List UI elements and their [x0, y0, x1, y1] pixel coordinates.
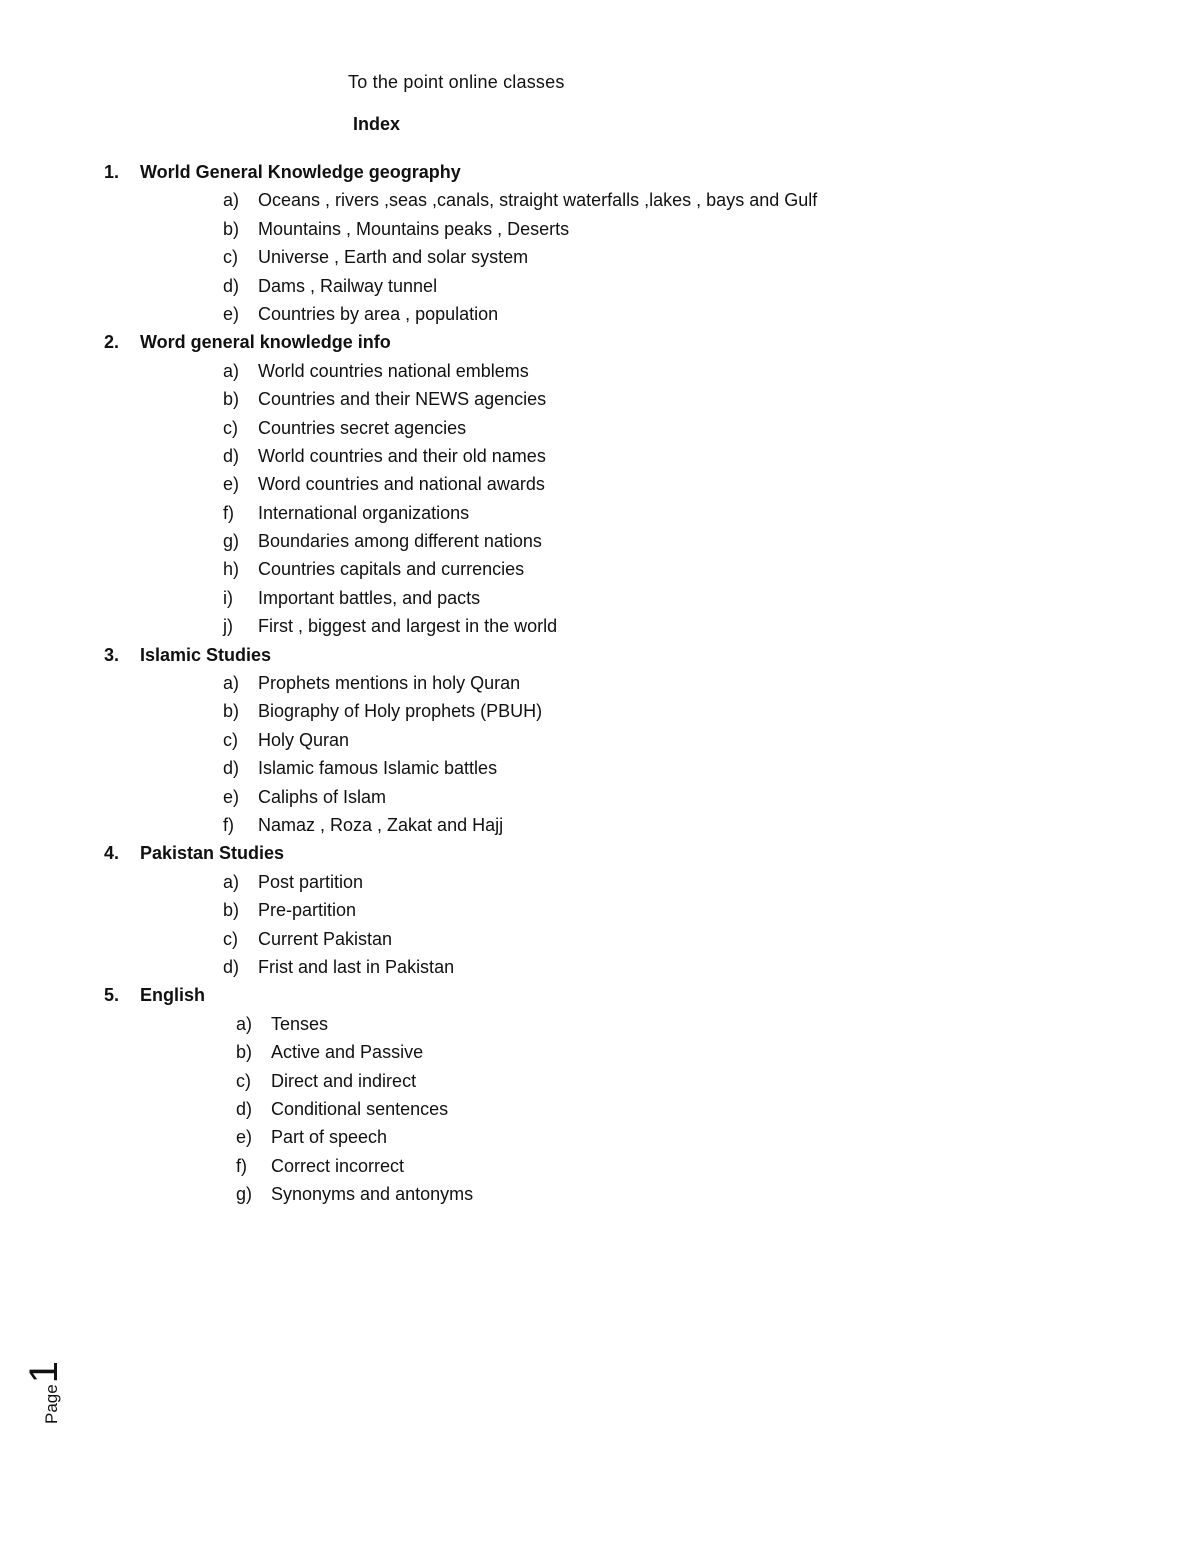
- section-number: 5.: [104, 985, 120, 1006]
- section-number: 2.: [104, 332, 120, 353]
- page-label: Page: [42, 1384, 61, 1424]
- list-item: [0, 754, 1200, 782]
- item-letter: d): [236, 1098, 253, 1119]
- item-letter: b): [223, 701, 240, 722]
- item-letter: e): [223, 303, 240, 324]
- index-heading: Index: [353, 114, 401, 134]
- list-item: [0, 896, 1200, 924]
- item-text: Synonyms and antonyms: [271, 1184, 474, 1205]
- list-item: [0, 669, 1200, 697]
- item-text: Mountains , Mountains peaks , Deserts: [258, 218, 570, 239]
- item-letter: c): [223, 928, 238, 949]
- section-heading: [0, 158, 1200, 186]
- item-text: Caliphs of Islam: [258, 786, 387, 807]
- list-item: [0, 925, 1200, 953]
- item-text: Direct and indirect: [271, 1070, 417, 1091]
- item-text: Holy Quran: [258, 729, 350, 750]
- item-letter: b): [223, 389, 240, 410]
- item-letter: f): [223, 814, 234, 835]
- item-text: World countries and their old names: [258, 445, 546, 466]
- item-letter: g): [223, 531, 240, 552]
- item-text: Correct incorrect: [271, 1155, 405, 1176]
- list-item: [0, 243, 1200, 271]
- list-item: [0, 414, 1200, 442]
- list-item: [0, 300, 1200, 328]
- list-item: [0, 612, 1200, 640]
- list-item: [0, 357, 1200, 385]
- item-text: Post partition: [258, 871, 364, 892]
- list-item: [0, 499, 1200, 527]
- table-of-contents: [0, 158, 1200, 1208]
- item-letter: j): [223, 616, 233, 637]
- item-text: Universe , Earth and solar system: [258, 247, 529, 268]
- section-heading: [0, 839, 1200, 867]
- item-text: Countries by area , population: [258, 303, 499, 324]
- list-item: [0, 555, 1200, 583]
- item-letter: d): [223, 275, 240, 296]
- item-text: International organizations: [258, 502, 470, 523]
- item-text: Tenses: [271, 1013, 329, 1034]
- page-number: 1: [22, 1361, 66, 1384]
- list-item: [0, 1010, 1200, 1038]
- list-item: [0, 470, 1200, 498]
- section-heading: [0, 641, 1200, 669]
- list-item: [0, 697, 1200, 725]
- list-item: [0, 1095, 1200, 1123]
- item-letter: a): [223, 673, 240, 694]
- item-letter: h): [223, 559, 240, 580]
- list-item: [0, 953, 1200, 981]
- section-title: Word general knowledge info: [140, 332, 391, 353]
- item-text: Countries secret agencies: [258, 417, 467, 438]
- list-item: [0, 442, 1200, 470]
- list-item: [0, 783, 1200, 811]
- item-letter: c): [223, 417, 238, 438]
- list-item: [0, 186, 1200, 214]
- item-text: Part of speech: [271, 1127, 388, 1148]
- item-text: Active and Passive: [271, 1042, 424, 1063]
- item-text: Boundaries among different nations: [258, 531, 542, 552]
- item-text: Pre-partition: [258, 900, 357, 921]
- section-number: 1.: [104, 162, 120, 182]
- item-letter: i): [223, 587, 233, 608]
- item-text: Islamic famous Islamic battles: [258, 758, 498, 779]
- section-heading: [0, 328, 1200, 356]
- section-title: Pakistan Studies: [140, 843, 285, 864]
- section-title: World General Knowledge geography: [140, 162, 461, 182]
- item-text: First , biggest and largest in the world: [258, 616, 558, 637]
- list-item: [0, 1123, 1200, 1151]
- list-item: [0, 272, 1200, 300]
- item-text: Important battles, and pacts: [258, 587, 481, 608]
- item-letter: d): [223, 758, 240, 779]
- list-item: [0, 527, 1200, 555]
- item-text: Conditional sentences: [271, 1098, 449, 1119]
- list-item: [0, 811, 1200, 839]
- item-letter: f): [236, 1155, 247, 1176]
- list-item: [0, 385, 1200, 413]
- list-item: [0, 868, 1200, 896]
- item-text: Countries and their NEWS agencies: [258, 389, 547, 410]
- list-item: [0, 1067, 1200, 1095]
- section-number: 4.: [104, 843, 120, 864]
- item-letter: c): [223, 247, 238, 268]
- item-letter: b): [223, 900, 240, 921]
- item-text: Word countries and national awards: [258, 474, 545, 495]
- item-letter: b): [236, 1042, 253, 1063]
- item-text: Frist and last in Pakistan: [258, 956, 455, 977]
- item-letter: a): [223, 190, 240, 211]
- item-letter: f): [223, 502, 234, 523]
- page-number-footer: [22, 1352, 72, 1432]
- section-title: Islamic Studies: [140, 644, 272, 665]
- item-text: Dams , Railway tunnel: [258, 275, 438, 296]
- item-text: Countries capitals and currencies: [258, 559, 525, 580]
- list-item: [0, 1152, 1200, 1180]
- item-letter: e): [223, 786, 240, 807]
- section-title: English: [140, 985, 206, 1006]
- item-letter: d): [223, 956, 240, 977]
- item-text: World countries national emblems: [258, 360, 529, 381]
- item-letter: c): [223, 729, 238, 750]
- list-item: [0, 584, 1200, 612]
- item-letter: c): [236, 1070, 251, 1091]
- item-letter: a): [223, 871, 240, 892]
- item-text: Biography of Holy prophets (PBUH): [258, 701, 543, 722]
- item-text: Prophets mentions in holy Quran: [258, 673, 521, 694]
- section-number: 3.: [104, 644, 120, 665]
- item-letter: e): [236, 1127, 253, 1148]
- item-letter: d): [223, 445, 240, 466]
- item-letter: g): [236, 1184, 253, 1205]
- item-text: Namaz , Roza , Zakat and Hajj: [258, 814, 504, 835]
- document-title: To the point online classes: [348, 72, 565, 92]
- item-text: Oceans , rivers ,seas ,canals, straight waterfalls ,lakes , bays and Gulf: [258, 190, 818, 211]
- item-letter: b): [223, 218, 240, 239]
- list-item: [0, 1180, 1200, 1208]
- section-heading: [0, 981, 1200, 1009]
- list-item: [0, 1038, 1200, 1066]
- item-letter: e): [223, 474, 240, 495]
- list-item: [0, 726, 1200, 754]
- item-letter: a): [236, 1013, 253, 1034]
- list-item: [0, 215, 1200, 243]
- item-letter: a): [223, 360, 240, 381]
- item-text: Current Pakistan: [258, 928, 393, 949]
